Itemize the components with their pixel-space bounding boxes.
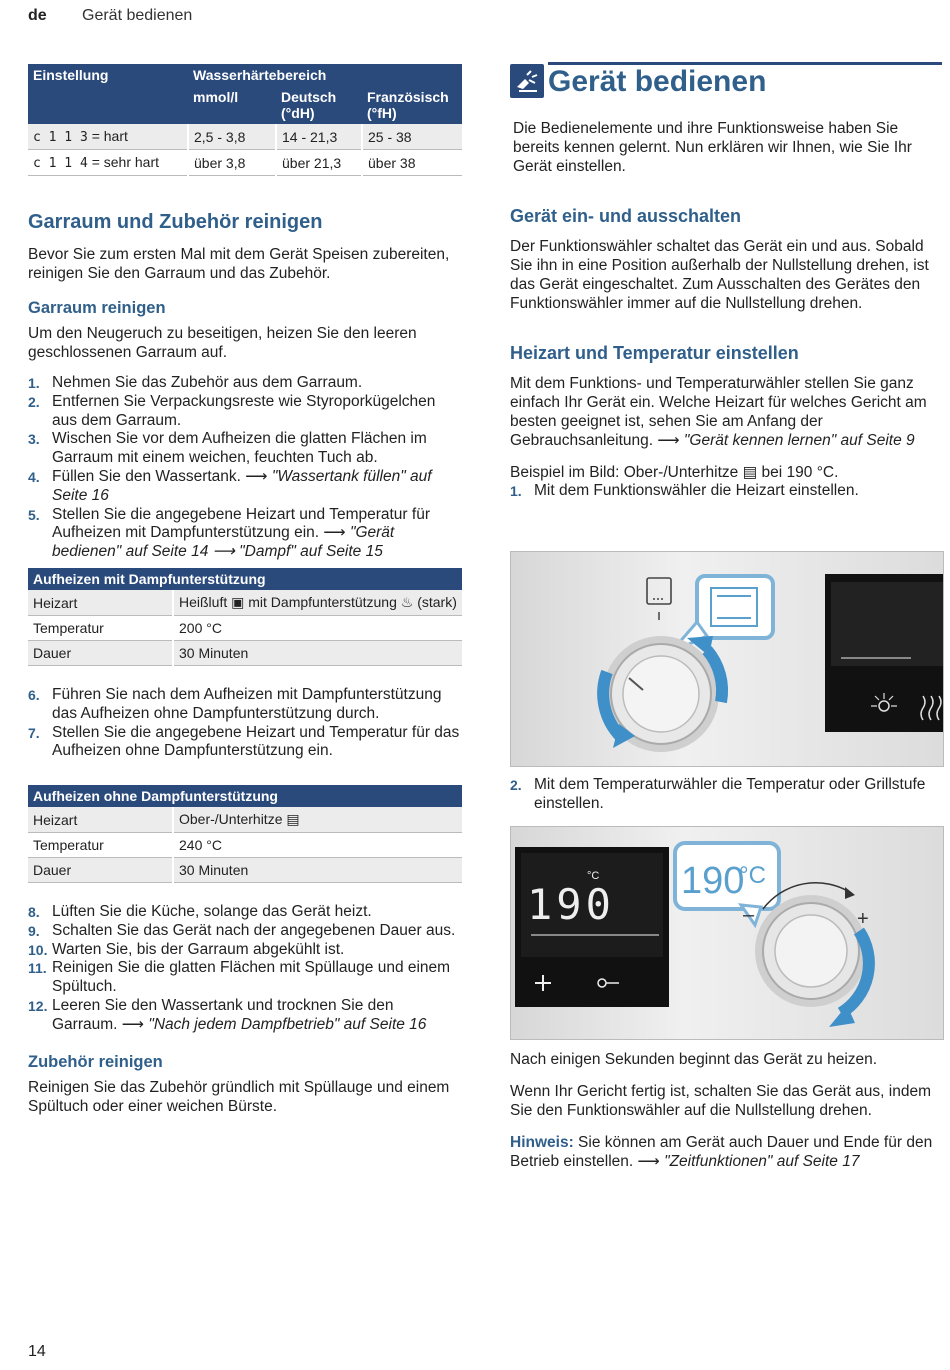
paragraph: Bevor Sie zum ersten Mal mit dem Gerät Speisen zubereiten, reinigen Sie den Garraum und das Zubehör. (28, 246, 450, 282)
page-title: Gerät bedienen (548, 65, 767, 98)
step-list (510, 776, 942, 814)
step-list (28, 903, 462, 1035)
note: Hinweis: Sie können am Gerät auch Dauer und Ende für den Betrieb einstellen. ⟶ "Zeitfunktionen" auf Seite 17 (510, 1134, 933, 1170)
step-list (28, 686, 462, 761)
list-item: 2. Entfernen Sie Verpackungsreste wie Styroporkügelchen aus dem Garraum. (28, 392, 436, 429)
table-row: Temperatur 200 °C (28, 616, 462, 641)
table-row: Dauer 30 Minuten (28, 858, 462, 883)
function-selector-figure (510, 551, 944, 767)
paragraph: Reinigen Sie das Zubehör gründlich mit Spüllauge und einem Spültuch oder einer weichen Bürste. (28, 1078, 450, 1115)
col-deutsch: Deutsch (°dH) (281, 89, 337, 121)
language-label: de (28, 7, 47, 24)
svg-text:°C: °C (739, 862, 766, 889)
paragraph: Der Funktionswähler schaltet das Gerät ein und aus. Sobald Sie ihn in eine Position außerhalb der Nullstellung drehen, ist das Gerät eingeschaltet. Zum Ausschalten des Gerätes den Funktionswähler immer auf die Nullstellung drehen. (510, 238, 929, 312)
svg-text:190: 190 (681, 860, 745, 902)
subheading: Zubehör reinigen (28, 1052, 163, 1071)
svg-text:+: + (857, 908, 869, 930)
page-reference[interactable]: "Nach jedem Dampfbetrieb" auf Seite 16 (148, 1015, 427, 1033)
table-title: Aufheizen mit Dampfunterstützung (33, 571, 266, 587)
table-row: Dauer 30 Minuten (28, 641, 462, 666)
paragraph: Mit dem Funktions- und Temperaturwähler stellen Sie ganz einfach Ihr Gerät ein. Welche Heizart für welches Gericht am besten geeignet ist, sehen Sie am Anfang der Gebrauchsanleitung. ⟶ "Gerät kennen lernen" auf Seite 9 (510, 375, 927, 449)
temperature-selector-figure (510, 826, 944, 1040)
list-item: 10. Warten Sie, bis der Garraum abgekühlt ist. (28, 940, 345, 958)
list-item: 1. Mit dem Funktionswähler die Heizart einstellen. (510, 482, 859, 499)
svg-text:–: – (743, 904, 755, 926)
oven-symbol-icon (647, 578, 671, 604)
step-list (28, 374, 462, 562)
subheading: Garraum reinigen (28, 299, 166, 317)
list-item: 11. Reinigen Sie die glatten Flächen mit Spüllauge und einem Spültuch. (28, 959, 451, 996)
list-item: 3. Wischen Sie vor dem Aufheizen die glatten Flächen im Garraum mit einem weichen, feuchten Tuch ab. (28, 430, 427, 467)
table-row: c 1 1 3 = hart 2,5 - 3,8 14 - 21,3 25 - 38 (28, 124, 462, 150)
list-item: 1. Nehmen Sie das Zubehör aus dem Garraum. (28, 374, 363, 391)
display-unit: °C (587, 870, 600, 882)
operate-icon (510, 64, 544, 98)
col-range: Wasserhärtebereich (193, 67, 327, 83)
paragraph: Beispiel im Bild: Ober-/Unterhitze ▤ bei 190 °C. (510, 464, 839, 481)
list-item: 5. Stellen Sie die angegebene Heizart und Temperatur für Aufheizen mit Dampfunterstützung ein. ⟶ "Gerät bedienen" auf Seite 14 ⟶ "Dampf" auf Seite 15 (28, 505, 430, 561)
step-list (510, 482, 942, 501)
preheat-no-steam-table (28, 785, 462, 883)
list-item: 2. Mit dem Temperaturwähler die Temperatur oder Grillstufe einstellen. (510, 776, 926, 812)
paragraph: Nach einigen Sekunden beginnt das Gerät zu heizen. (510, 1051, 878, 1068)
section-heading: Gerät ein- und ausschalten (510, 206, 742, 226)
col-mmol: mmol/l (193, 89, 239, 105)
display-temperature: 190 (527, 880, 615, 929)
header-title: Gerät bedienen (82, 7, 193, 24)
list-item: 12. Leeren Sie den Wassertank und trocknen Sie den Garraum. ⟶ "Nach jedem Dampfbetrieb" auf Seite 16 (28, 996, 427, 1033)
preheat-steam-table (28, 568, 462, 666)
page-reference[interactable]: "Zeitfunktionen" auf Seite 17 (664, 1153, 860, 1170)
note-label: Hinweis: (510, 1134, 574, 1151)
list-item: 8. Lüften Sie die Küche, solange das Gerät heizt. (28, 903, 372, 920)
table-row: Temperatur 240 °C (28, 833, 462, 858)
table-row: c 1 1 4 = sehr hart über 3,8 über 21,3 über 38 (28, 150, 462, 176)
heating-mode-callout (697, 576, 773, 638)
table-title: Aufheizen ohne Dampfunterstützung (33, 788, 278, 804)
paragraph: Die Bedienelemente und ihre Funktionsweise haben Sie bereits kennen gelernt. Nun erklären wir Ihnen, wie Sie Ihr Gerät einstellen. (513, 120, 912, 175)
section-heading: Garraum und Zubehör reinigen (28, 211, 323, 233)
page-reference[interactable]: "Wassertank füllen" auf Seite 16 (52, 467, 432, 504)
col-franz: Französisch (°fH) (367, 89, 449, 121)
col-setting: Einstellung (33, 67, 109, 83)
section-heading: Heizart und Temperatur einstellen (510, 343, 799, 363)
water-hardness-table (28, 64, 462, 176)
list-item: 7. Stellen Sie die angegebene Heizart und Temperatur für das Aufheizen ohne Dampfunterstützung ein. (28, 723, 460, 760)
paragraph: Wenn Ihr Gericht fertig ist, schalten Sie das Gerät aus, indem Sie den Funktionswähler auf die Nullstellung drehen. (510, 1083, 931, 1119)
table-row: Heizart Heißluft ▣ mit Dampfunterstützung ♨ (stark) (28, 590, 462, 616)
page-reference[interactable]: "Gerät bedienen" auf Seite 14 ⟶ "Dampf" auf Seite 15 (52, 524, 395, 561)
table-row: Heizart Ober-/Unterhitze ▤ (28, 807, 462, 833)
page-reference[interactable]: "Gerät kennen lernen" auf Seite 9 (683, 432, 915, 449)
list-item: 4. Füllen Sie den Wassertank. ⟶ "Wassertank füllen" auf Seite 16 (28, 467, 432, 504)
list-item: 6. Führen Sie nach dem Aufheizen mit Dampfunterstützung das Aufheizen ohne Dampfunterstützung durch. (28, 686, 442, 722)
paragraph: Um den Neugeruch zu beseitigen, heizen Sie den leeren geschlossenen Garraum auf. (28, 325, 417, 361)
list-item: 9. Schalten Sie das Gerät nach der angegebenen Dauer aus. (28, 921, 456, 939)
page-number: 14 (28, 1343, 46, 1360)
